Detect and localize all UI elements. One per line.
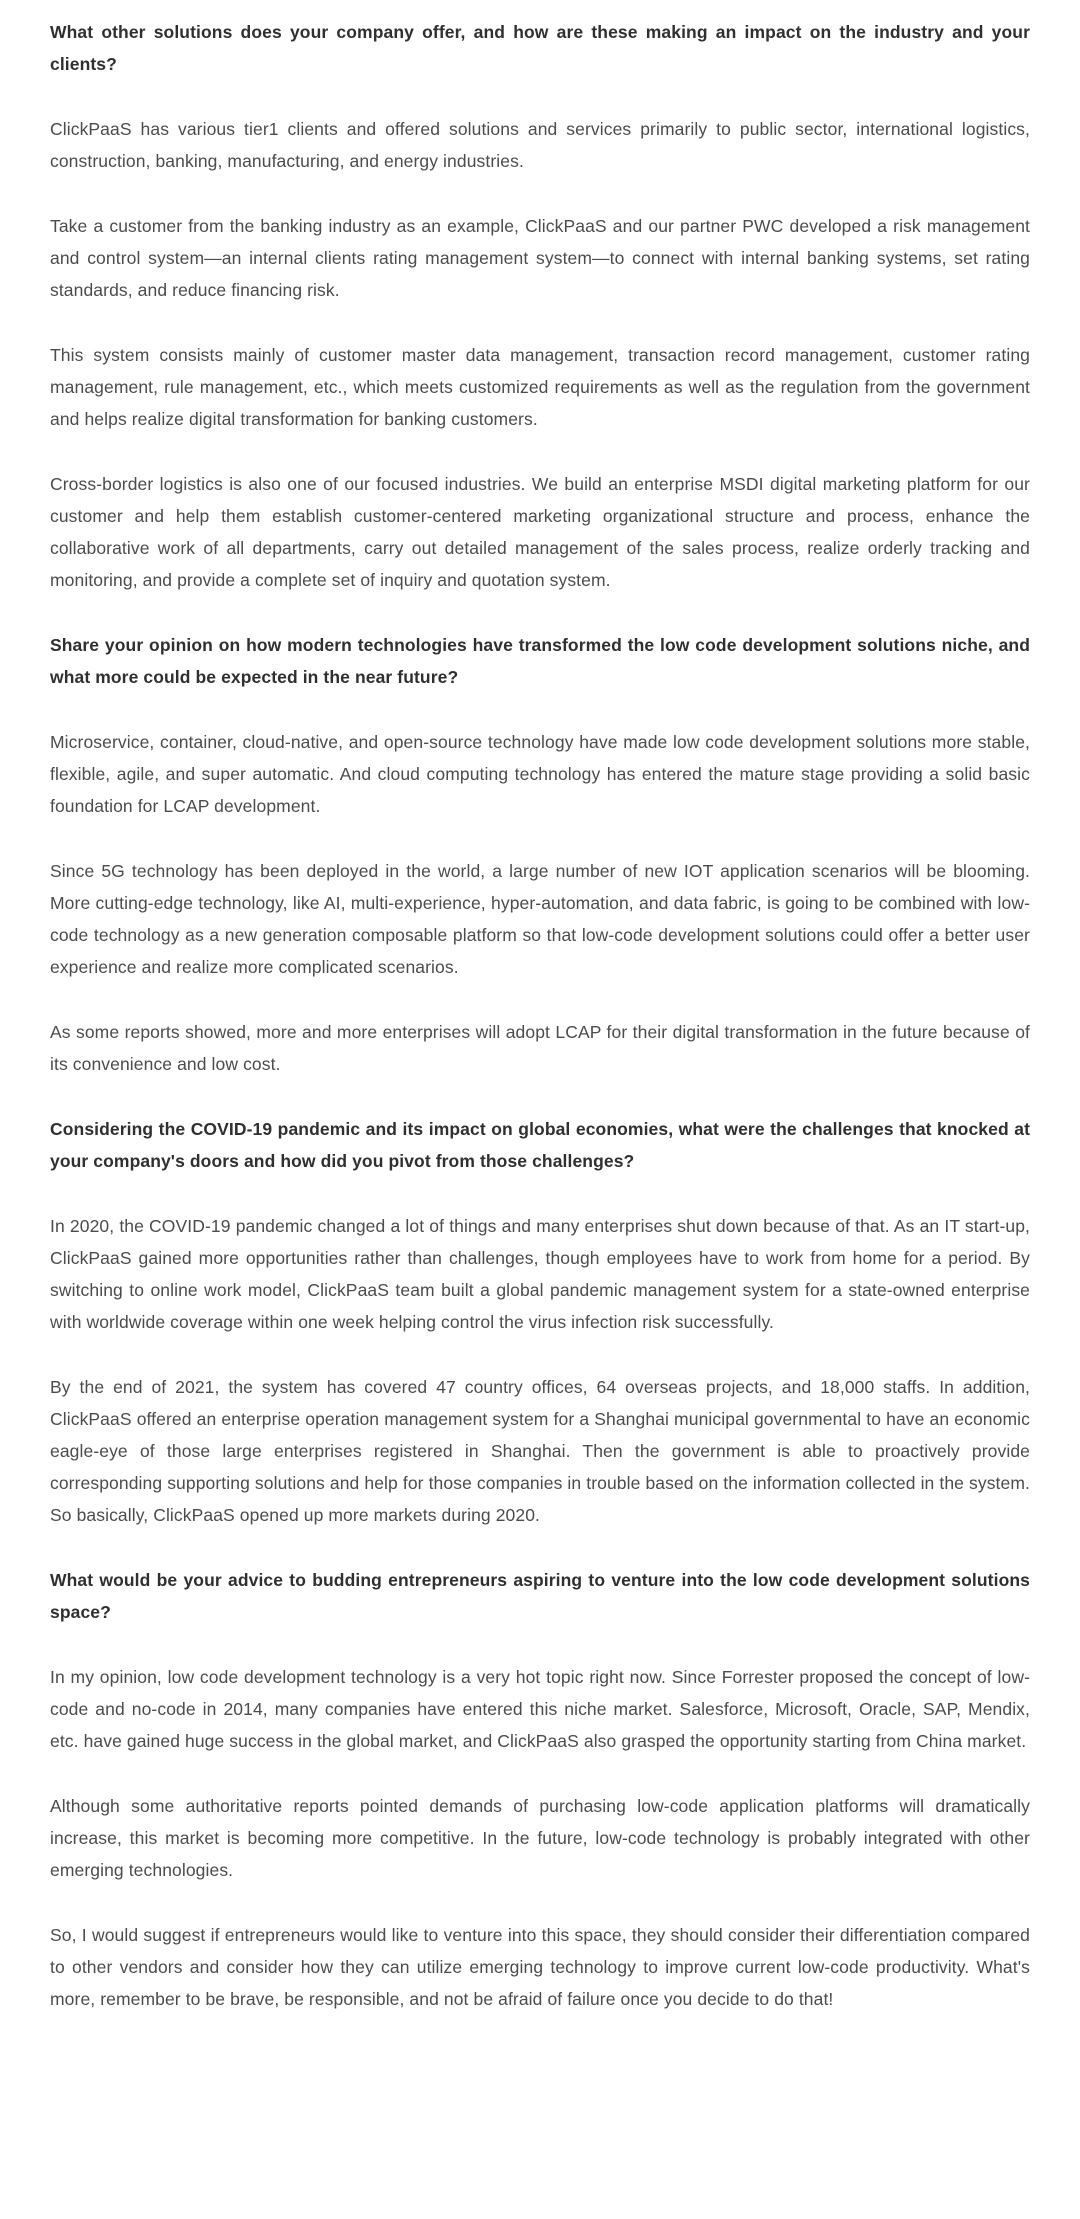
answer-paragraph: By the end of 2021, the system has covered 47 country offices, 64 overseas projects, and 18,000 staffs. In addition, ClickPaaS offered an enterprise operation management system for a Shanghai municipal governmental to have an economic eagle-eye of those large enterprises registered in Shanghai. Then the government is able to proactively provide corresponding supporting solutions and help for those companies in trouble based on the information collected in the system. So basically, ClickPaaS opened up more markets during 2020. — [50, 1377, 1030, 1525]
answer-paragraph: In my opinion, low code development technology is a very hot topic right now. Since Forrester proposed the concept of low-code and no-code in 2014, many companies have entered this niche market. Salesforce, Microsoft, Oracle, SAP, Mendix, etc. have gained huge success in the global market, and ClickPaaS also grasped the opportunity starting from China market. — [50, 1667, 1030, 1751]
answer-paragraph: Since 5G technology has been deployed in the world, a large number of new IOT application scenarios will be blooming. More cutting-edge technology, like AI, multi-experience, hyper-automation, and data fabric, is going to be combined with low-code technology as a new generation composable platform so that low-code development solutions could offer a better user experience and realize more complicated scenarios. — [50, 861, 1030, 977]
answer-paragraph: Although some authoritative reports pointed demands of purchasing low-code application platforms will dramatically increase, this market is becoming more competitive. In the future, low-code technology is probably integrated with other emerging technologies. — [50, 1796, 1030, 1880]
answer-paragraph: Take a customer from the banking industry as an example, ClickPaaS and our partner PWC developed a risk management and control system—an internal clients rating management system—to connect with internal banking systems, set rating standards, and reduce financing risk. — [50, 216, 1030, 300]
answer-paragraph: In 2020, the COVID-19 pandemic changed a lot of things and many enterprises shut down because of that. As an IT start-up, ClickPaaS gained more opportunities rather than challenges, though employees have to work from home for a period. By switching to online work model, ClickPaaS team built a global pandemic management system for a state-owned enterprise with worldwide coverage within one week helping control the virus infection risk successfully. — [50, 1216, 1030, 1332]
question-heading: What would be your advice to budding entrepreneurs aspiring to venture into the low code development solutions space? — [50, 1570, 1030, 1622]
answer-paragraph: So, I would suggest if entrepreneurs would like to venture into this space, they should consider their differentiation compared to other vendors and consider how they can utilize emerging technology to improve current low-code productivity. What's more, remember to be brave, be responsible, and not be afraid of failure once you decide to do that! — [50, 1925, 1030, 2009]
answer-paragraph: Microservice, container, cloud-native, and open-source technology have made low code development solutions more stable, flexible, agile, and super automatic. And cloud computing technology has entered the mature stage providing a solid basic foundation for LCAP development. — [50, 732, 1030, 816]
question-heading: Considering the COVID-19 pandemic and its impact on global economies, what were the challenges that knocked at your company's doors and how did you pivot from those challenges? — [50, 1119, 1030, 1171]
question-heading: Share your opinion on how modern technologies have transformed the low code development solutions niche, and what more could be expected in the near future? — [50, 635, 1030, 687]
answer-paragraph: As some reports showed, more and more enterprises will adopt LCAP for their digital transformation in the future because of its convenience and low cost. — [50, 1022, 1030, 1074]
question-heading: What other solutions does your company offer, and how are these making an impact on the industry and your clients? — [50, 22, 1030, 74]
answer-paragraph: This system consists mainly of customer master data management, transaction record management, customer rating management, rule management, etc., which meets customized requirements as well as the regulation from the government and helps realize digital transformation for banking customers. — [50, 345, 1030, 429]
answer-paragraph: Cross-border logistics is also one of our focused industries. We build an enterprise MSDI digital marketing platform for our customer and help them establish customer-centered marketing organizational structure and process, enhance the collaborative work of all departments, carry out detailed management of the sales process, realize orderly tracking and monitoring, and provide a complete set of inquiry and quotation system. — [50, 474, 1030, 590]
answer-paragraph: ClickPaaS has various tier1 clients and offered solutions and services primarily to public sector, international logistics, construction, banking, manufacturing, and energy industries. — [50, 119, 1030, 171]
